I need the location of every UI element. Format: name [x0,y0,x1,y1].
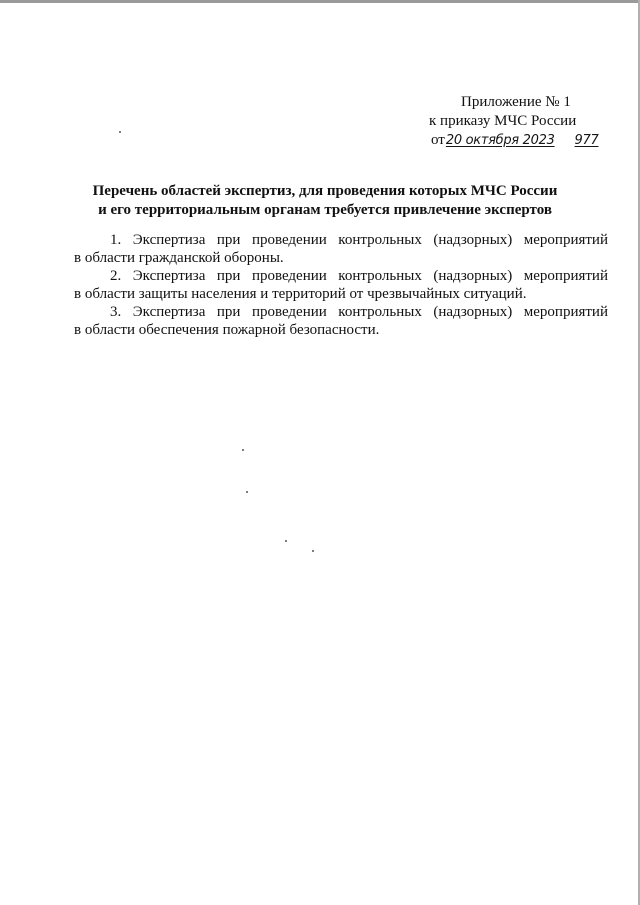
list-item [74,267,608,303]
list-item-line-1: 3. Экспертиза при проведении контрольных (надзорных) мероприятий [110,304,608,320]
document-title [60,182,590,220]
handwritten-order-number: 977 [574,133,599,148]
annex-title: Приложение № 1 [461,94,571,110]
list-item-line-2: в области защиты населения и территорий от чрезвычайных ситуаций. [74,286,527,302]
list-item-line-2: в области гражданской обороны. [74,250,284,266]
annex-date-prefix: от [431,132,445,148]
scan-top-edge [0,0,640,3]
scan-speck [285,540,287,542]
annex-header [400,93,620,150]
annex-date-line [400,131,620,150]
list-item-line-2: в области обеспечения пожарной безопасности. [74,322,380,338]
list-item-line-1: 2. Экспертиза при проведении контрольных (надзорных) мероприятий [110,268,608,284]
scan-speck [246,491,248,493]
scan-speck [312,550,314,552]
handwritten-date: 20 октября 2023 [445,133,555,148]
list-item [74,303,608,339]
document-title-line-2: и его территориальным органам требуется привлечение экспертов [98,202,552,218]
list-item-line-1: 1. Экспертиза при проведении контрольных (надзорных) мероприятий [110,232,608,248]
scan-speck [119,131,121,133]
list-item [74,231,608,267]
scan-speck [242,449,244,451]
document-title-line-1: Перечень областей экспертиз, для проведения которых МЧС России [92,183,558,199]
annex-order-reference: к приказу МЧС России [429,113,577,129]
expertise-list [74,231,608,339]
